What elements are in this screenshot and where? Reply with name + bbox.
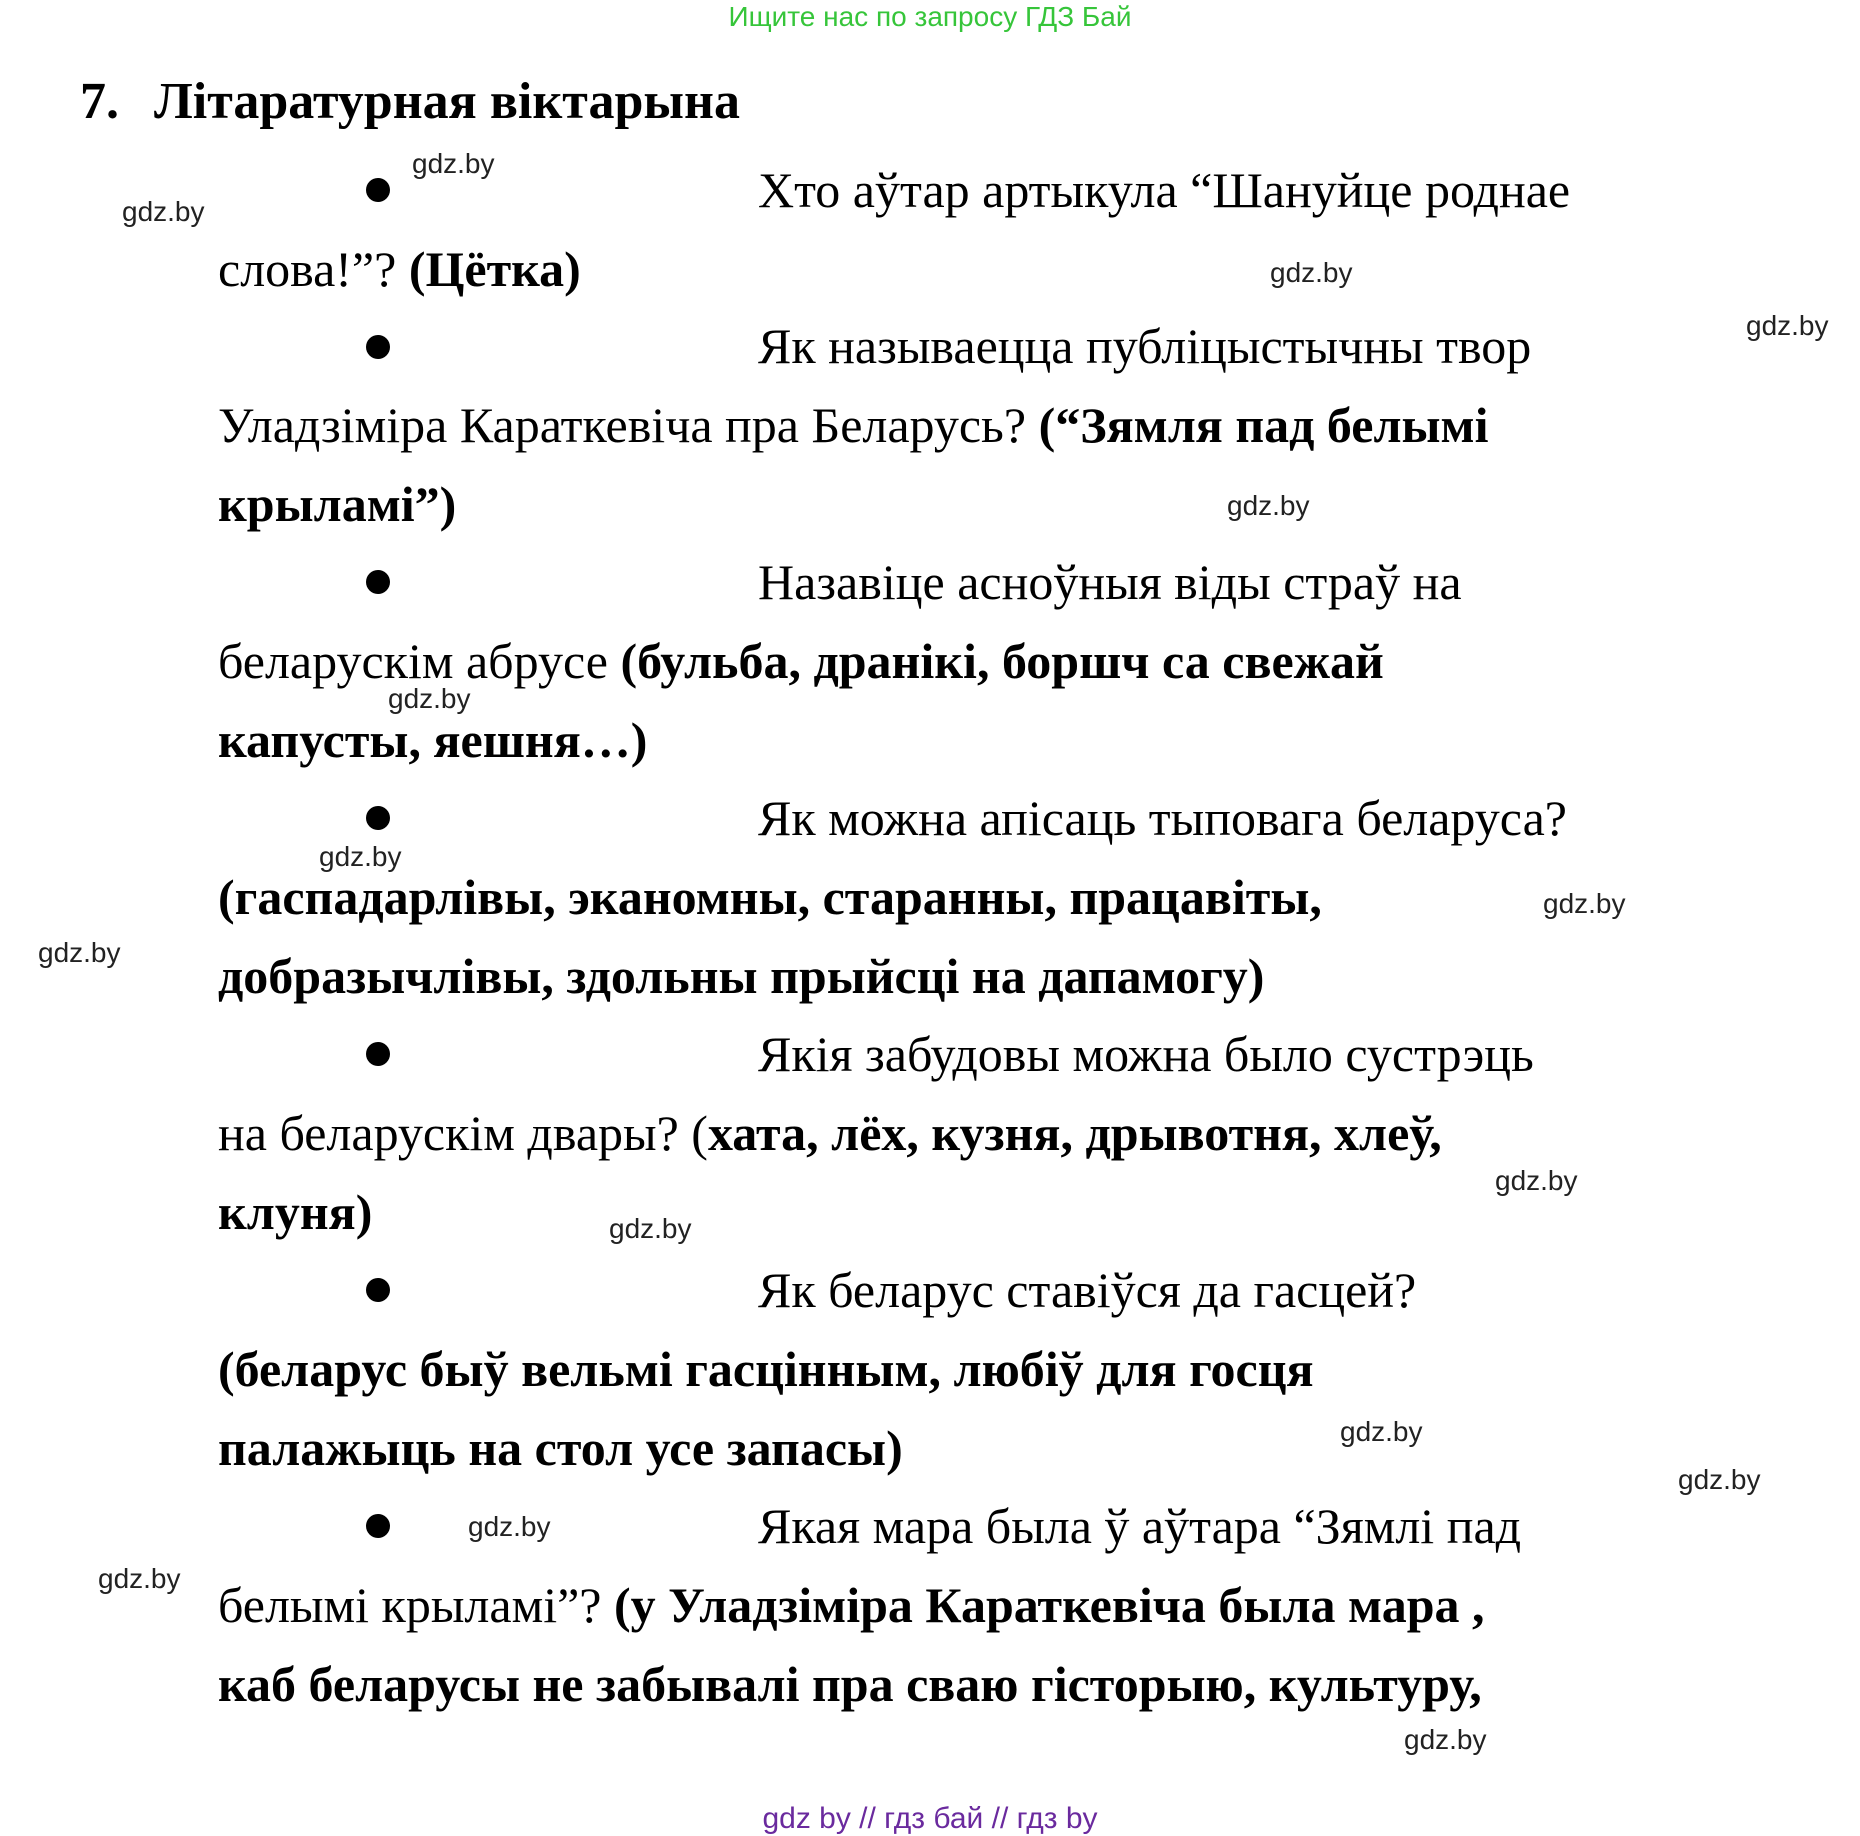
watermark: gdz.by <box>412 148 495 179</box>
watermark: gdz.by <box>38 937 121 968</box>
answer-7-part-2: каб беларусы не забывалі пра сваю гісторыю, культуру, <box>218 1656 1482 1712</box>
question-1-line-1: Хто аўтар артыкула “Шануйце роднае <box>758 162 1571 218</box>
answer-6-part-1: (беларус быў вельмі гасцінным, любіў для госця <box>218 1341 1314 1397</box>
heading-number: 7. <box>80 73 119 130</box>
question-5-text: на беларускім двары? ( <box>218 1105 708 1161</box>
watermark: gdz.by <box>1543 888 1626 919</box>
watermark: gdz.by <box>1270 257 1353 288</box>
question-5-line-1: Якія забудовы можна было сустрэць <box>758 1026 1534 1082</box>
promo-banner[interactable]: Ищите нас по запросу ГДЗ Бай <box>728 1 1132 32</box>
bullet-icon <box>366 1042 390 1066</box>
watermark: gdz.by <box>1678 1464 1761 1495</box>
page-heading <box>80 70 740 134</box>
bullet-icon <box>366 1514 390 1538</box>
bullet-icon <box>366 1278 390 1302</box>
watermark: gdz.by <box>1404 1724 1487 1755</box>
bullet-icon <box>366 570 390 594</box>
watermark: gdz.by <box>1746 310 1829 341</box>
answer-2-part-2: крыламі”) <box>218 476 457 532</box>
question-2-line-2 <box>218 385 1489 465</box>
question-7-text: белымі крыламі”? <box>218 1577 614 1633</box>
question-1-line-2 <box>218 229 581 309</box>
question-4-line-1: Як можна апісаць тыповага беларуса? <box>758 790 1567 846</box>
answer-6-part-2: палажыць на стол усе запасы) <box>218 1420 903 1476</box>
question-1-text: слова!”? <box>218 241 409 297</box>
watermark: gdz.by <box>319 841 402 872</box>
answer-1: (Цётка) <box>408 241 581 297</box>
question-3-text: беларускім абрусе <box>218 633 621 689</box>
answer-7-part-1: (у Уладзіміра Караткевіча была мара , <box>614 1577 1485 1633</box>
watermark: gdz.by <box>388 683 471 714</box>
watermark: gdz.by <box>1227 490 1310 521</box>
question-5-line-2 <box>218 1093 1442 1173</box>
answer-4-part-1: (гаспадарлівы, эканомны, старанны, працавіты, <box>218 869 1322 925</box>
question-2-text: Уладзіміра Караткевіча пра Беларусь? <box>218 397 1039 453</box>
bullet-icon <box>366 335 390 359</box>
watermark: gdz.by <box>122 196 205 227</box>
bullet-icon <box>366 178 390 202</box>
answer-5-part-1: хата, лёх, кузня, дрывотня, хлеў, <box>707 1105 1442 1161</box>
answer-3-part-2: капусты, яешня…) <box>218 712 648 768</box>
answer-2-part-1: (“Зямля пад белымі <box>1038 397 1489 453</box>
answer-5-part-2: клуня) <box>218 1184 373 1240</box>
watermark: gdz.by <box>468 1511 551 1542</box>
watermark: gdz.by <box>1340 1416 1423 1447</box>
question-2-line-1: Як называецца публіцыстычны твор <box>758 318 1532 374</box>
footer-links[interactable]: gdz by // гдз бай // гдз by <box>762 1802 1098 1835</box>
answer-4-part-2: добразычлівы, здольны прыйсці на дапамогу) <box>218 948 1265 1004</box>
bullet-icon <box>366 806 390 830</box>
watermark: gdz.by <box>1495 1165 1578 1196</box>
answer-3-part-1: (бульба, дранікі, боршч са свежай <box>620 633 1384 689</box>
question-7-line-2 <box>218 1565 1485 1645</box>
question-3-line-1: Назавіце асноўныя віды страў на <box>758 554 1462 610</box>
watermark: gdz.by <box>98 1563 181 1594</box>
question-7-line-1: Якая мара была ў аўтара “Зямлі пад <box>758 1498 1522 1554</box>
watermark: gdz.by <box>609 1213 692 1244</box>
heading-title: Літаратурная віктарына <box>154 73 740 130</box>
question-6-line-1: Як беларус ставіўся да гасцей? <box>758 1262 1417 1318</box>
